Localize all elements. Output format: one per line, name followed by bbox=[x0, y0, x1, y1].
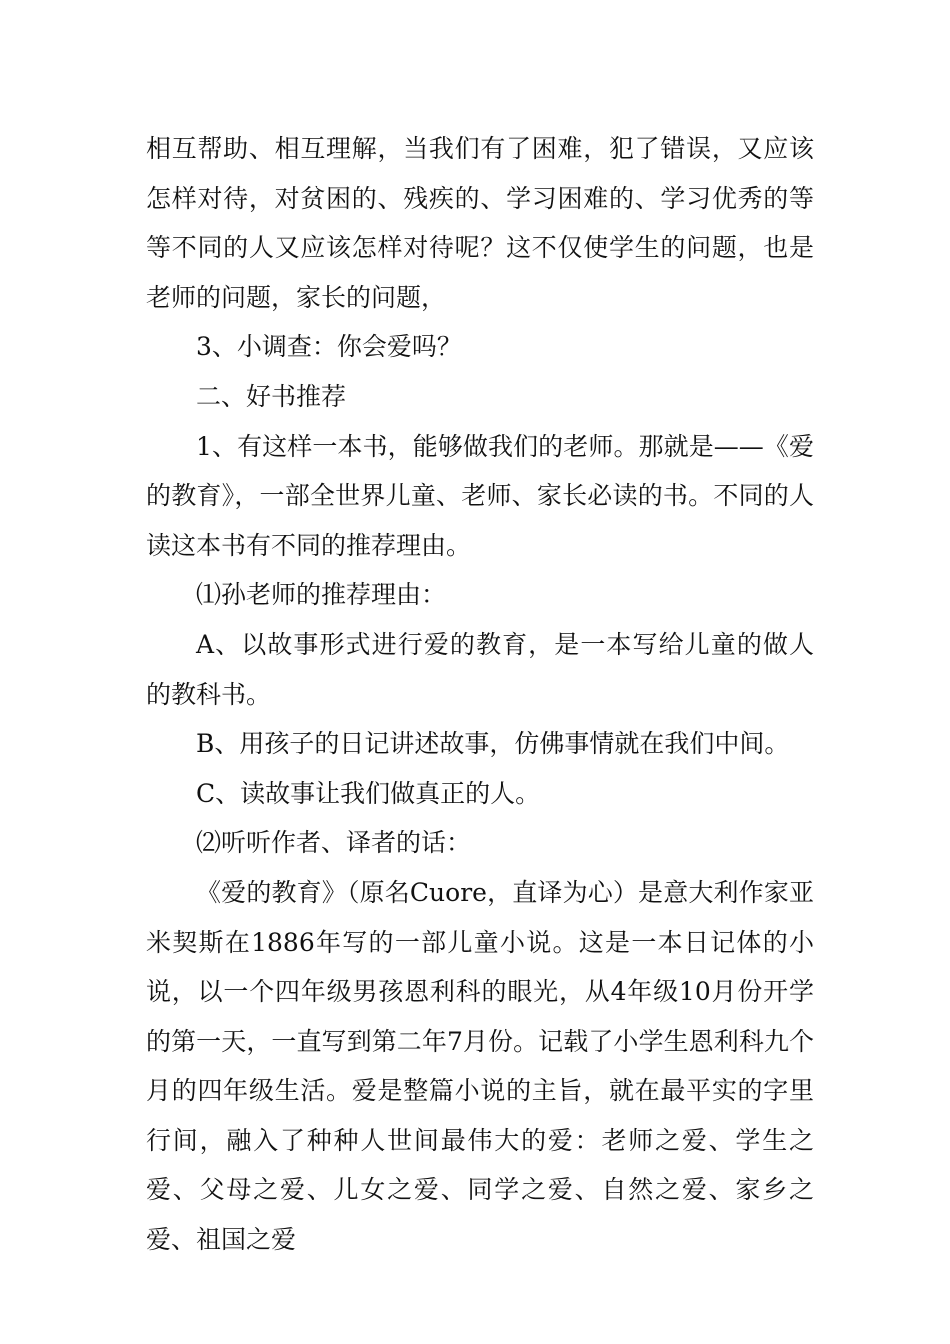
section-heading-book-recommendation: 二、好书推荐 bbox=[196, 381, 347, 411]
paragraph-author-translator-heading: ⑵听听作者、译者的话： bbox=[196, 828, 472, 858]
paragraph-reason-c: C、读故事让我们做真正的人。 bbox=[196, 778, 541, 808]
document-body bbox=[146, 124, 814, 1265]
paragraph-reason-b: B、用孩子的日记讲述故事，仿佛事情就在我们中间。 bbox=[196, 729, 790, 759]
paragraph-continuation: 相互帮助、相互理解，当我们有了困难，犯了错误，又应该怎样对待，对贫困的、残疾的、学习困难的、学习优秀的等等不同的人又应该怎样对待呢？这不仅使学生的问题，也是老师的问题，家长的问题， bbox=[146, 134, 814, 312]
paragraph-reason-a: A、以故事形式进行爱的教育，是一本写给儿童的做人的教科书。 bbox=[146, 629, 814, 709]
paragraph-teacher-reasons-heading: ⑴孙老师的推荐理由： bbox=[196, 580, 447, 610]
paragraph-survey: 3、小调查：你会爱吗？ bbox=[196, 332, 462, 362]
paragraph-book-description: 《爱的教育》（原名Cuore，直译为心）是意大利作家亚米契斯在1886年写的一部儿童小说。这是一本日记体的小说，以一个四年级男孩恩利科的眼光，从4年级10月份开学的第一天，一直写到第二年7月份。记载了小学生恩利科九个月的四年级生活。爱是整篇小说的主旨，就在最平实的字里行间，融入了种种人世间最伟大的爱：老师之爱、学生之爱、父母之爱、儿女之爱、同学之爱、自然之爱、家乡之爱、祖国之爱 bbox=[146, 877, 814, 1255]
paragraph-book-intro: 1、有这样一本书，能够做我们的老师。那就是——《爱的教育》，一部全世界儿童、老师、家长必读的书。不同的人读这本书有不同的推荐理由。 bbox=[146, 431, 814, 560]
